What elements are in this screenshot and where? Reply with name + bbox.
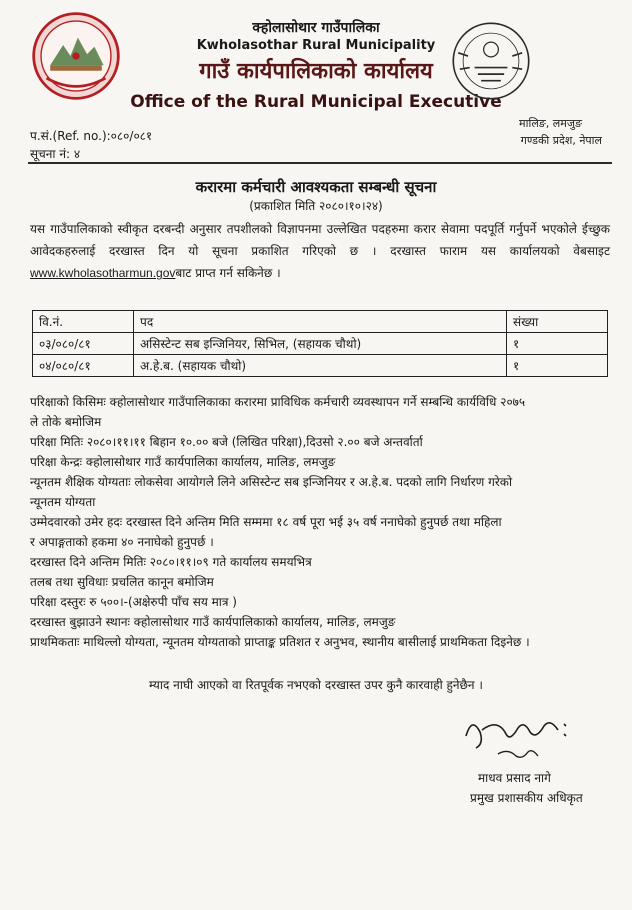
- table-row: [33, 355, 608, 377]
- detail-line: दरखास्त दिने अन्तिम मितिः २०८०।११।०९ गते कार्यालय समयभित्र: [30, 555, 312, 569]
- intro-paragraph: [30, 218, 610, 284]
- header-divider: [28, 162, 612, 164]
- header-serial: वि.नं.: [33, 311, 134, 333]
- vacancy-table: [32, 310, 608, 377]
- detail-line: प्राथमिकताः माथिल्लो योग्यता, न्यूनतम योग्यताको प्राप्ताङ्क प्रतिशत र अनुभव, स्थानीय बासीलाई प्राथमिकता दिइनेछ ।: [30, 635, 530, 649]
- intro-text-part2: बाट प्राप्त गर्न सकिनेछ ।: [175, 266, 281, 280]
- detail-line: र अपाङ्गताको हकमा ४० ननाघेको हुनुपर्छ ।: [30, 535, 214, 549]
- row-count: १: [507, 355, 608, 377]
- details-section: [30, 392, 615, 652]
- signatory-name: माधव प्रसाद नागे: [478, 771, 551, 785]
- row-count: १: [507, 333, 608, 355]
- table-row: [33, 333, 608, 355]
- notice-title: करारमा कर्मचारी आवश्यकता सम्बन्धी सूचना: [195, 178, 437, 196]
- reference-number: प.सं.(Ref. no.):०८०/०८१: [30, 129, 153, 143]
- intro-text-part1: यस गाउँपालिकाको स्वीकृत दरबन्दी अनुसार तपशीलको विज्ञापनमा उल्लेखित पदहरुमा करार सेवामा पदपूर्ति गर्नुपर्ने भएकोले ईच्छुक आवेदकहरुलाई दरखास्त दिन यो सूचना प्रकाशित गरिएको छ । दरखास्त फाराम यस कार्यालयको वेबसाइट: [30, 222, 610, 258]
- header-count: संख्या: [507, 311, 608, 333]
- handwritten-signature: [458, 708, 578, 768]
- detail-line: न्यूनतम योग्यता: [30, 495, 96, 509]
- office-stamp-icon: [450, 20, 532, 102]
- detail-line: परिक्षा मितिः २०८०।११।११ बिहान १०.०० बजे (लिखित परिक्षा),दिउसो २.०० बजे अन्तर्वार्ता: [30, 435, 423, 449]
- header-post: पद: [134, 311, 507, 333]
- address-line-2: गण्डकी प्रदेश, नेपाल: [520, 134, 602, 147]
- office-name-english: Kwholasothar Rural Municipality: [196, 38, 436, 53]
- row-serial: ०३/०८०/८१: [33, 333, 134, 355]
- address-line-1: मालिङ, लमजुङ: [519, 117, 582, 130]
- detail-line: परिक्षा केन्द्रः क्होलासोथार गाउँ कार्यपालिका कार्यालय, मालिङ, लमजुङ: [30, 455, 336, 469]
- detail-line: ले तोके बमोजिम: [30, 415, 102, 429]
- detail-line: उम्मेदवारको उमेर हदः दरखास्त दिने अन्तिम मिति सम्ममा १८ वर्ष पूरा भई ३५ वर्ष ननाघेको हुनुपर्छ तथा महिला: [30, 515, 502, 529]
- row-serial: ०४/०८०/८१: [33, 355, 134, 377]
- row-post: अ.हे.ब. (सहायक चौथो): [134, 355, 507, 377]
- published-date: (प्रकाशित मिति २०८०।१०।२४): [249, 199, 383, 213]
- detail-line: परिक्षाको किसिमः क्होलासोथार गाउँपालिकाका करारमा प्राविधिक कर्मचारी व्यवस्थापन गर्ने सम्बन्धि कार्यविधि २०७५: [30, 395, 526, 409]
- detail-line: दरखास्त बुझाउने स्थानः क्होलासोथार गाउँ कार्यपालिकाको कार्यालय, मालिङ, लमजुङ: [30, 615, 396, 629]
- detail-line: परिक्षा दस्तुरः रु ५००।-(अक्षेरुपी पाँच सय मात्र ): [30, 595, 237, 609]
- row-post: असिस्टेन्ट सब इन्जिनियर, सिभिल, (सहायक चौथो): [134, 333, 507, 355]
- detail-line: न्यूनतम शैक्षिक योग्यताः लोकसेवा आयोगले लिने असिस्टेन्ट सब इन्जिनियर र अ.हे.ब. पदको लागि निर्धारण गरेको: [30, 475, 513, 489]
- website-link[interactable]: www.kwholasotharmun.gov: [30, 266, 176, 280]
- detail-line: तलब तथा सुविधाः प्रचलित कानून बमोजिम: [30, 575, 214, 589]
- notice-number: सूचना नं: ४: [30, 147, 81, 161]
- executive-office-english: Office of the Rural Municipal Executive: [130, 92, 502, 112]
- signatory-designation: प्रमुख प्रशासकीय अधिकृत: [470, 791, 583, 805]
- office-name-nepali: क्होलासोथार गाउँपालिका: [252, 20, 380, 36]
- table-header-row: [33, 311, 608, 333]
- executive-office-nepali: गाउँ कार्यपालिकाको कार्यालय: [199, 59, 433, 84]
- closing-note: म्याद नाघी आएको वा रितपूर्वक नभएको दरखास्त उपर कुनै कारवाही हुनेछैन ।: [149, 678, 483, 692]
